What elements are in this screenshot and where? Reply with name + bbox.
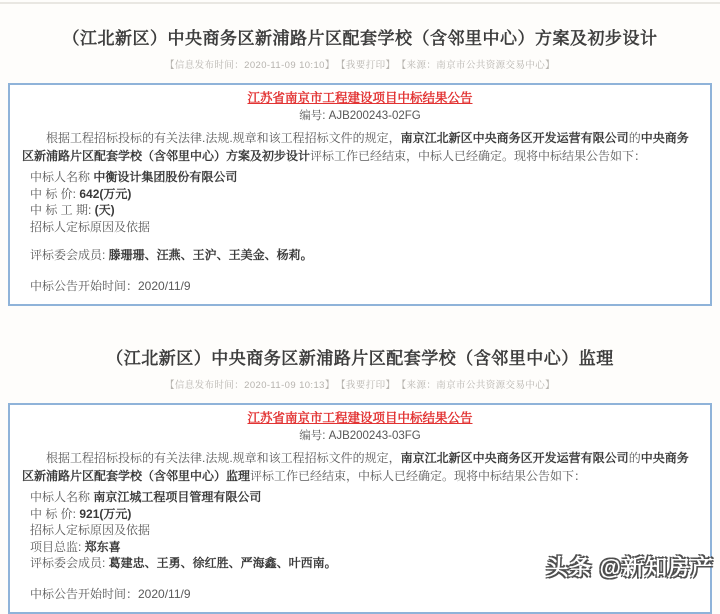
field-row-price-2 xyxy=(22,506,698,523)
field-value: 642(万元) xyxy=(79,186,132,201)
field-row-reason-2 xyxy=(22,522,698,539)
field-row-duration-1 xyxy=(22,202,698,219)
field-row-winner-2 xyxy=(22,489,698,506)
publish-time-2: 【信息发布时间：2020-11-09 10:13】 xyxy=(164,380,335,391)
field-label: 项目总监: xyxy=(30,539,85,554)
publish-time-1: 【信息发布时间：2020-11-09 10:10】 xyxy=(164,60,335,71)
notice-number-1: 编号: AJB200243-02FG xyxy=(299,110,421,122)
meta-bar-1 xyxy=(0,57,720,71)
field-label: 中标公告开始时间：2020/11/9 xyxy=(30,586,191,601)
field-value: 921(万元) xyxy=(79,506,132,521)
field-value: 滕珊珊、汪燕、王沪、王美金、杨莉。 xyxy=(108,248,313,262)
field-label: 中 标 价: xyxy=(30,186,80,201)
field-row-price-1 xyxy=(22,186,698,203)
field-row-winner-1 xyxy=(22,169,698,186)
field-label: 招标人定标原因及依据 xyxy=(30,523,151,537)
field-label: 招标人定标原因及依据 xyxy=(30,219,151,234)
announcement-section-1 xyxy=(0,4,720,306)
notice-body-2: 根据工程招标投标的有关法律.法规.规章和该工程招标文件的规定，南京江北新区中央商务区开发运营有限公司的中央商务区新浦路片区配套学校（含邻里中心）监理评标工作已经结束，中标人已经确定。现将中标结果公告如下： xyxy=(22,451,689,483)
field-label: 评标委会成员: xyxy=(30,556,109,570)
field-value: (天) xyxy=(94,203,115,217)
field-value: 南京江城工程项目管理有限公司 xyxy=(93,490,262,504)
field-row-start-time-1 xyxy=(22,278,698,295)
source-label-1: 【来源：南京市公共资源交易中心】 xyxy=(401,60,556,71)
announcement-title-2: （江北新区）中央商务区新浦路片区配套学校（含邻里中心）监理 xyxy=(106,349,614,368)
notice-box-2 xyxy=(8,403,712,614)
notice-box-1 xyxy=(8,83,712,306)
field-row-reason-1 xyxy=(22,219,698,236)
notice-title-link-2[interactable]: 江苏省南京市工程建设项目中标结果公告 xyxy=(247,411,473,425)
field-row-committee-1 xyxy=(22,247,698,264)
print-link-1[interactable]: 【我要打印】 xyxy=(340,60,396,71)
field-value: 中衡设计集团股份有限公司 xyxy=(93,170,238,184)
field-label: 中标人名称 xyxy=(30,170,94,184)
meta-bar-2 xyxy=(0,377,720,391)
field-value: 郑东喜 xyxy=(84,539,121,554)
field-label: 评标委会成员: xyxy=(30,248,109,262)
source-label-2: 【来源：南京市公共资源交易中心】 xyxy=(401,380,556,391)
notice-body-1: 根据工程招标投标的有关法律.法规.规章和该工程招标文件的规定，南京江北新区中央商务区开发运营有限公司的中央商务区新浦路片区配套学校（含邻里中心）方案及初步设计评标工作已经结束，中标人已经确定。现将中标结果公告如下： xyxy=(22,131,689,163)
field-label: 中 标 价: xyxy=(30,506,80,521)
notice-number-2: 编号: AJB200243-03FG xyxy=(299,430,421,442)
print-link-2[interactable]: 【我要打印】 xyxy=(340,380,396,391)
announcement-title-1: （江北新区）中央商务区新浦路片区配套学校（含邻里中心）方案及初步设计 xyxy=(62,29,658,48)
notice-title-link-1[interactable]: 江苏省南京市工程建设项目中标结果公告 xyxy=(247,91,473,105)
field-row-start-time-2 xyxy=(22,586,698,603)
field-value: 葛建忠、王勇、徐红胜、严海鑫、叶西南。 xyxy=(108,556,337,570)
watermark: 头条 @新知房产 xyxy=(546,555,714,580)
field-label: 中标人名称 xyxy=(30,490,94,504)
field-label: 中 标 工 期: xyxy=(30,203,95,217)
field-label: 中标公告开始时间：2020/11/9 xyxy=(30,278,191,293)
